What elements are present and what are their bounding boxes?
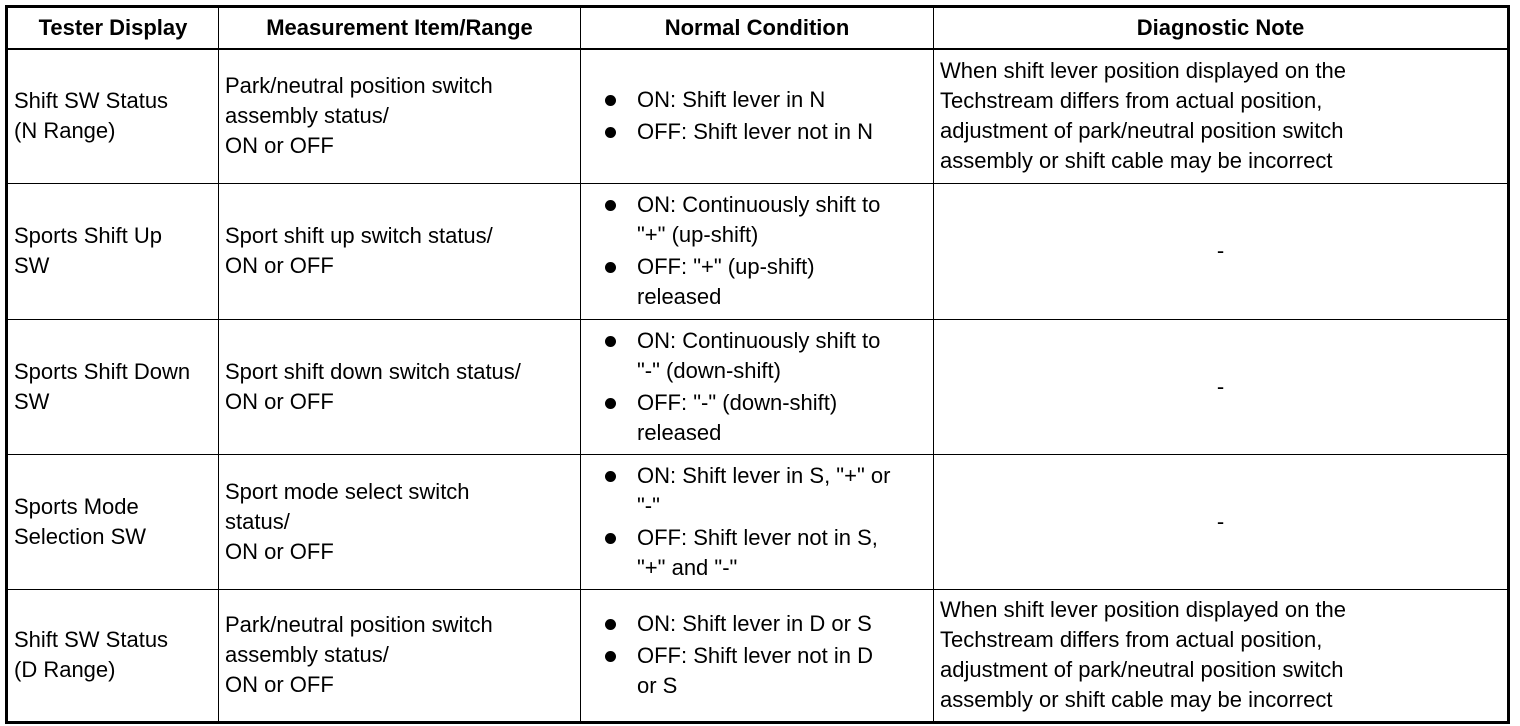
condition-text: OFF: Shift lever not in S, "+" and "-" — [637, 524, 878, 580]
condition-list-item — [603, 326, 927, 386]
condition-list — [603, 326, 927, 448]
cell-diagnostic-note: - — [934, 454, 1509, 589]
condition-list-item — [603, 609, 927, 639]
condition-list-item — [603, 190, 927, 250]
cell-measurement-item: Sport mode select switch status/ ON or OFF — [219, 454, 581, 589]
header-diagnostic-note: Diagnostic Note — [934, 7, 1509, 50]
cell-normal-condition — [581, 319, 934, 454]
bullet-dot-icon — [605, 398, 616, 409]
cell-tester-display: Sports Shift Up SW — [7, 183, 219, 319]
cell-normal-condition — [581, 49, 934, 183]
diagnostic-data-table — [5, 5, 1510, 724]
cell-measurement-item: Sport shift down switch status/ ON or OFF — [219, 319, 581, 454]
cell-measurement-item: Sport shift up switch status/ ON or OFF — [219, 183, 581, 319]
cell-tester-display: Shift SW Status (N Range) — [7, 49, 219, 183]
condition-list-item — [603, 523, 927, 583]
bullet-dot-icon — [605, 200, 616, 211]
condition-text: ON: Shift lever in D or S — [637, 611, 872, 636]
condition-list — [603, 85, 927, 147]
condition-list — [603, 190, 927, 312]
bullet-dot-icon — [605, 95, 616, 106]
condition-list-item — [603, 85, 927, 115]
cell-diagnostic-note: - — [934, 183, 1509, 319]
cell-normal-condition — [581, 183, 934, 319]
condition-text: OFF: "-" (down-shift) released — [637, 389, 838, 445]
bullet-dot-icon — [605, 533, 616, 544]
condition-text: OFF: Shift lever not in D or S — [637, 643, 873, 698]
bullet-dot-icon — [605, 471, 616, 482]
cell-tester-display: Shift SW Status (D Range) — [7, 589, 219, 722]
condition-list-item — [603, 117, 927, 147]
bullet-dot-icon — [605, 336, 616, 347]
cell-measurement-item: Park/neutral position switch assembly status/ ON or OFF — [219, 49, 581, 183]
table-body — [7, 49, 1509, 722]
condition-list-item — [603, 252, 927, 312]
condition-text: OFF: "+" (up-shift) released — [637, 254, 815, 309]
condition-text: ON: Continuously shift to "-" (down-shift) — [637, 327, 881, 383]
bullet-dot-icon — [605, 651, 616, 662]
condition-list-item — [603, 388, 927, 448]
condition-list-item — [603, 461, 927, 521]
condition-list — [603, 461, 927, 583]
condition-text: ON: Shift lever in S, "+" or "-" — [637, 462, 891, 518]
bullet-dot-icon — [605, 262, 616, 273]
header-normal-condition: Normal Condition — [581, 7, 934, 50]
cell-tester-display: Sports Shift Down SW — [7, 319, 219, 454]
cell-normal-condition — [581, 589, 934, 722]
condition-text: ON: Shift lever in N — [637, 87, 826, 113]
cell-diagnostic-note: When shift lever position displayed on the Techstream differs from actual position, adjustment of park/neutral position switch assembly or shift cable may be incorrect — [934, 589, 1509, 722]
table-row — [7, 319, 1509, 454]
bullet-dot-icon — [605, 127, 616, 138]
cell-normal-condition — [581, 454, 934, 589]
diagnostic-table-container — [5, 5, 1507, 718]
condition-text: ON: Continuously shift to "+" (up-shift) — [637, 192, 881, 247]
table-row — [7, 589, 1509, 722]
table-row — [7, 49, 1509, 183]
header-tester-display: Tester Display — [7, 7, 219, 50]
condition-list-item — [603, 641, 927, 701]
cell-diagnostic-note: When shift lever position displayed on the Techstream differs from actual position, adjustment of park/neutral position switch assembly or shift cable may be incorrect — [934, 49, 1509, 183]
cell-diagnostic-note: - — [934, 319, 1509, 454]
header-measurement-item: Measurement Item/Range — [219, 7, 581, 50]
condition-list — [603, 609, 927, 701]
cell-tester-display: Sports Mode Selection SW — [7, 454, 219, 589]
table-header-row — [7, 7, 1509, 50]
condition-text: OFF: Shift lever not in N — [637, 119, 873, 145]
bullet-dot-icon — [605, 619, 616, 630]
table-row — [7, 454, 1509, 589]
cell-measurement-item: Park/neutral position switch assembly status/ ON or OFF — [219, 589, 581, 722]
table-row — [7, 183, 1509, 319]
